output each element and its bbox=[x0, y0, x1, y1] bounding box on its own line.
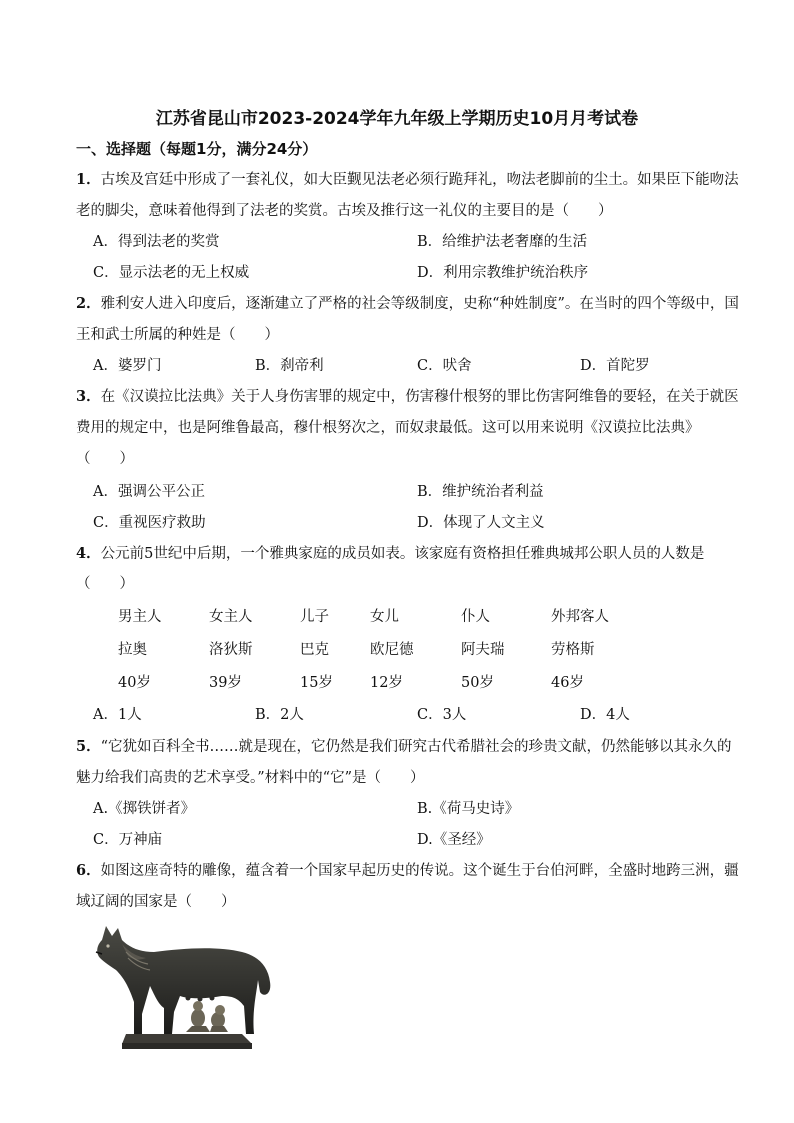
table-cell: 拉奥 bbox=[118, 642, 147, 658]
q4-number: 4． bbox=[76, 545, 101, 562]
q1-number: 1． bbox=[76, 171, 101, 188]
q5-option-c: C．万神庙 bbox=[93, 832, 163, 848]
q4-line-1: 4．公元前5世纪中后期，一个雅典家庭的成员如表。该家庭有资格担任雅典城邦公职人员的人数是 bbox=[76, 545, 705, 562]
q2-option-d: D．首陀罗 bbox=[580, 358, 650, 374]
table-cell: 阿夫瑞 bbox=[461, 642, 505, 658]
she-wolf-sculpture-image bbox=[92, 922, 278, 1052]
q3-number: 3． bbox=[76, 388, 101, 405]
q4-option-b: B．2人 bbox=[255, 707, 304, 723]
q2-line-1: 2．雅利安人进入印度后，逐渐建立了严格的社会等级制度，史称“种姓制度”。在当时的四个等级中，国 bbox=[76, 295, 739, 312]
table-cell: 女主人 bbox=[209, 609, 253, 625]
q4-line-2: （ ） bbox=[76, 576, 134, 592]
q1-option-a: A．得到法老的奖赏 bbox=[93, 234, 220, 250]
section-heading: 一、选择题（每题1分，满分24分） bbox=[76, 140, 318, 158]
table-cell: 39岁 bbox=[209, 675, 242, 691]
table-cell: 巴克 bbox=[300, 642, 329, 658]
q5-option-a: A.《掷铁饼者》 bbox=[93, 801, 196, 817]
table-cell: 50岁 bbox=[461, 675, 494, 691]
q4-option-d: D．4人 bbox=[580, 707, 630, 723]
q3-option-d: D．体现了人文主义 bbox=[417, 515, 545, 531]
table-cell: 仆人 bbox=[461, 609, 490, 625]
q2-option-b: B．刹帝利 bbox=[255, 358, 324, 374]
q6-number: 6． bbox=[76, 862, 101, 879]
q2-option-a: A．婆罗门 bbox=[93, 358, 162, 374]
table-cell: 外邦客人 bbox=[551, 609, 609, 625]
q5-line-1: 5．“它犹如百科全书……就是现在，它仍然是我们研究古代希腊社会的珍贵文献，仍然能够以其永久的 bbox=[76, 738, 732, 755]
q6-line-2: 域辽阔的国家是（ ） bbox=[76, 894, 236, 910]
q4-option-c: C．3人 bbox=[417, 707, 467, 723]
table-cell: 欧尼德 bbox=[370, 642, 414, 658]
q3-option-a: A．强调公平公正 bbox=[93, 484, 205, 500]
q2-line-2: 王和武士所属的种姓是（ ） bbox=[76, 327, 279, 343]
q5-number: 5． bbox=[76, 738, 101, 755]
q5-line-2: 魅力给我们高贵的艺术享受。”材料中的“它”是（ ） bbox=[76, 770, 425, 786]
q6-line-1: 6．如图这座奇特的雕像，蕴含着一个国家早起历史的传说。这个诞生于台伯河畔，全盛时地跨三洲，疆 bbox=[76, 862, 739, 879]
table-cell: 女儿 bbox=[370, 609, 399, 625]
table-cell: 儿子 bbox=[300, 609, 329, 625]
q5-option-b: B.《荷马史诗》 bbox=[417, 801, 520, 817]
table-cell: 男主人 bbox=[118, 609, 162, 625]
q1-line-2: 老的脚尖，意味着他得到了法老的奖赏。古埃及推行这一礼仪的主要目的是（ ） bbox=[76, 203, 613, 219]
q3-line-3: （ ） bbox=[76, 451, 134, 467]
table-cell: 40岁 bbox=[118, 675, 151, 691]
q3-line-1: 3．在《汉谟拉比法典》关于人身伤害罪的规定中，伤害穆什根努的罪比伤害阿维鲁的要轻，在关于就医 bbox=[76, 388, 739, 405]
table-cell: 劳格斯 bbox=[551, 642, 595, 658]
q1-option-c: C．显示法老的无上权威 bbox=[93, 265, 250, 281]
q5-option-d: D.《圣经》 bbox=[417, 832, 491, 848]
q2-option-c: C．吠舍 bbox=[417, 358, 472, 374]
q3-line-2: 费用的规定中，也是阿维鲁最高，穆什根努次之，而奴隶最低。这可以用来说明《汉谟拉比法典》 bbox=[76, 420, 700, 436]
table-cell: 46岁 bbox=[551, 675, 584, 691]
q4-option-a: A．1人 bbox=[93, 707, 142, 723]
page-title: 江苏省昆山市2023-2024学年九年级上学期历史10月月考试卷 bbox=[155, 109, 639, 129]
q1-option-b: B．给维护法老奢靡的生活 bbox=[417, 234, 588, 250]
q1-line-1: 1．古埃及宫廷中形成了一套礼仪，如大臣觐见法老必须行跪拜礼，吻法老脚前的尘土。如果臣下能吻法 bbox=[76, 171, 739, 188]
table-cell: 洛狄斯 bbox=[209, 642, 253, 658]
q3-option-b: B．维护统治者利益 bbox=[417, 484, 544, 500]
q1-option-d: D．利用宗教维护统治秩序 bbox=[417, 265, 589, 281]
table-cell: 12岁 bbox=[370, 675, 403, 691]
q3-option-c: C．重视医疗救助 bbox=[93, 515, 206, 531]
table-cell: 15岁 bbox=[300, 675, 333, 691]
q2-number: 2． bbox=[76, 295, 101, 312]
